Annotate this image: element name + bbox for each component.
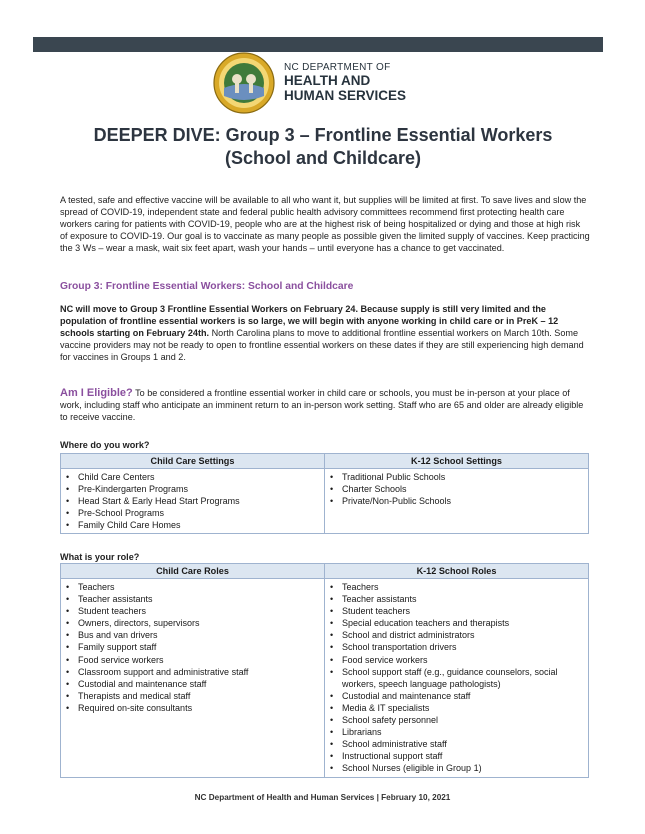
list-item: • Teacher assistants [78,593,324,605]
department-logo [212,52,422,114]
list-item: • Pre-Kindergarten Programs [78,483,324,495]
list-item: • Family Child Care Homes [78,519,324,531]
list-item: • School transportation drivers [342,641,588,653]
org-name-line3: HUMAN SERVICES [284,87,407,103]
roles-k12-cell [325,579,589,778]
list-item: • Custodial and maintenance staff [78,678,324,690]
list-item: • School administrative staff [342,738,588,750]
roles-header-k12: K-12 School Roles [325,564,589,579]
intro-paragraph: A tested, safe and effective vaccine will be available to all who want it, but supplies will be limited at first. To save lives and slow the spread of COVID-19, independent state and federal public health advisory committees recommend first protecting health care workers caring for patients with COVID-19, people who are at the highest risk of being hospitalized or dying and those at high risk of exposure to COVID-19. Our goal is to vaccinate as many people as possible given the limited supply of vaccines. Keep practicing the 3 Ws – wear a mask, wait six feet apart, wash your hands – until everyone has a chance to get vaccinated. [60,195,590,253]
list-item: • Instructional support staff [342,750,588,762]
list-item: • Traditional Public Schools [342,471,588,483]
section-heading: Group 3: Frontline Essential Workers: School and Childcare [60,281,354,292]
list-item: • School support staff (e.g., guidance counselors, social workers, speech language pathologists) [342,666,588,690]
list-item: • Food service workers [342,654,588,666]
role-question: What is your role? [60,552,140,562]
settings-table [60,453,589,534]
settings-childcare-list [61,471,324,531]
org-name-line1: NC DEPARTMENT OF [284,62,391,73]
eligibility-label: Am I Eligible? [60,387,133,399]
list-item: • School and district administrators [342,629,588,641]
list-item: • Student teachers [78,605,324,617]
settings-childcare-cell [61,469,325,534]
list-item: • Teachers [342,581,588,593]
list-item: • Child Care Centers [78,471,324,483]
settings-header-k12: K-12 School Settings [325,454,589,469]
list-item: • School Nurses (eligible in Group 1) [342,762,588,774]
list-item: • Private/Non-Public Schools [342,495,588,507]
list-item: • Pre-School Programs [78,507,324,519]
list-item: • Owners, directors, supervisors [78,617,324,629]
list-item: • Student teachers [342,605,588,617]
list-item: • Classroom support and administrative staff [78,666,324,678]
page-footer: NC Department of Health and Human Services | February 10, 2021 [194,793,451,802]
list-item: • School safety personnel [342,714,588,726]
header-bar [33,37,603,52]
work-question: Where do you work? [60,440,150,450]
org-name-line2: HEALTH AND [284,73,371,88]
roles-childcare-cell [61,579,325,778]
group3-paragraph [60,303,590,363]
list-item: • Custodial and maintenance staff [342,690,588,702]
eligibility-text: To be considered a frontline essential worker in child care or schools, you must be in-person at your place of work, including staff who anticipate an imminent return to an in-person work setting. Staff who are 65 and older are already eligible to receive vaccine. [60,388,584,422]
nc-state-seal-icon [212,52,276,114]
settings-k12-list [325,471,588,507]
list-item: • Required on-site consultants [78,702,324,714]
list-item: • Food service workers [78,654,324,666]
list-item: • Teachers [78,581,324,593]
eligibility-paragraph [60,387,590,423]
roles-k12-list [325,581,588,775]
list-item: • Teacher assistants [342,593,588,605]
list-item: • Special education teachers and therapists [342,617,588,629]
title-line1: DEEPER DIVE: Group 3 – Frontline Essential Workers [93,125,553,145]
settings-header-childcare: Child Care Settings [61,454,325,469]
page-title [33,124,613,170]
list-item: • Bus and van drivers [78,629,324,641]
title-line2: (School and Childcare) [224,148,422,168]
list-item: • Librarians [342,726,588,738]
list-item: • Family support staff [78,641,324,653]
group3-bold-text: NC will move to Group 3 Frontline Essential Workers on February 24. Because supply is still very limited and the population of frontline essential workers is so large, we will begin with anyone working in child care or in PreK – 12 schools starting on February 24th. [60,304,559,338]
list-item: • Media & IT specialists [342,702,588,714]
list-item: • Charter Schools [342,483,588,495]
list-item: • Therapists and medical staff [78,690,324,702]
roles-header-childcare: Child Care Roles [61,564,325,579]
settings-k12-cell [325,469,589,534]
list-item: • Head Start & Early Head Start Programs [78,495,324,507]
roles-childcare-list [61,581,324,714]
roles-table [60,563,589,778]
group3-text: North Carolina plans to move to additional frontline essential workers on March 10th. Some vaccine providers may not be ready to open to frontline essential workers on these dates if they are still experiencing high demand for vaccines in Groups 1 and 2. [60,328,584,362]
